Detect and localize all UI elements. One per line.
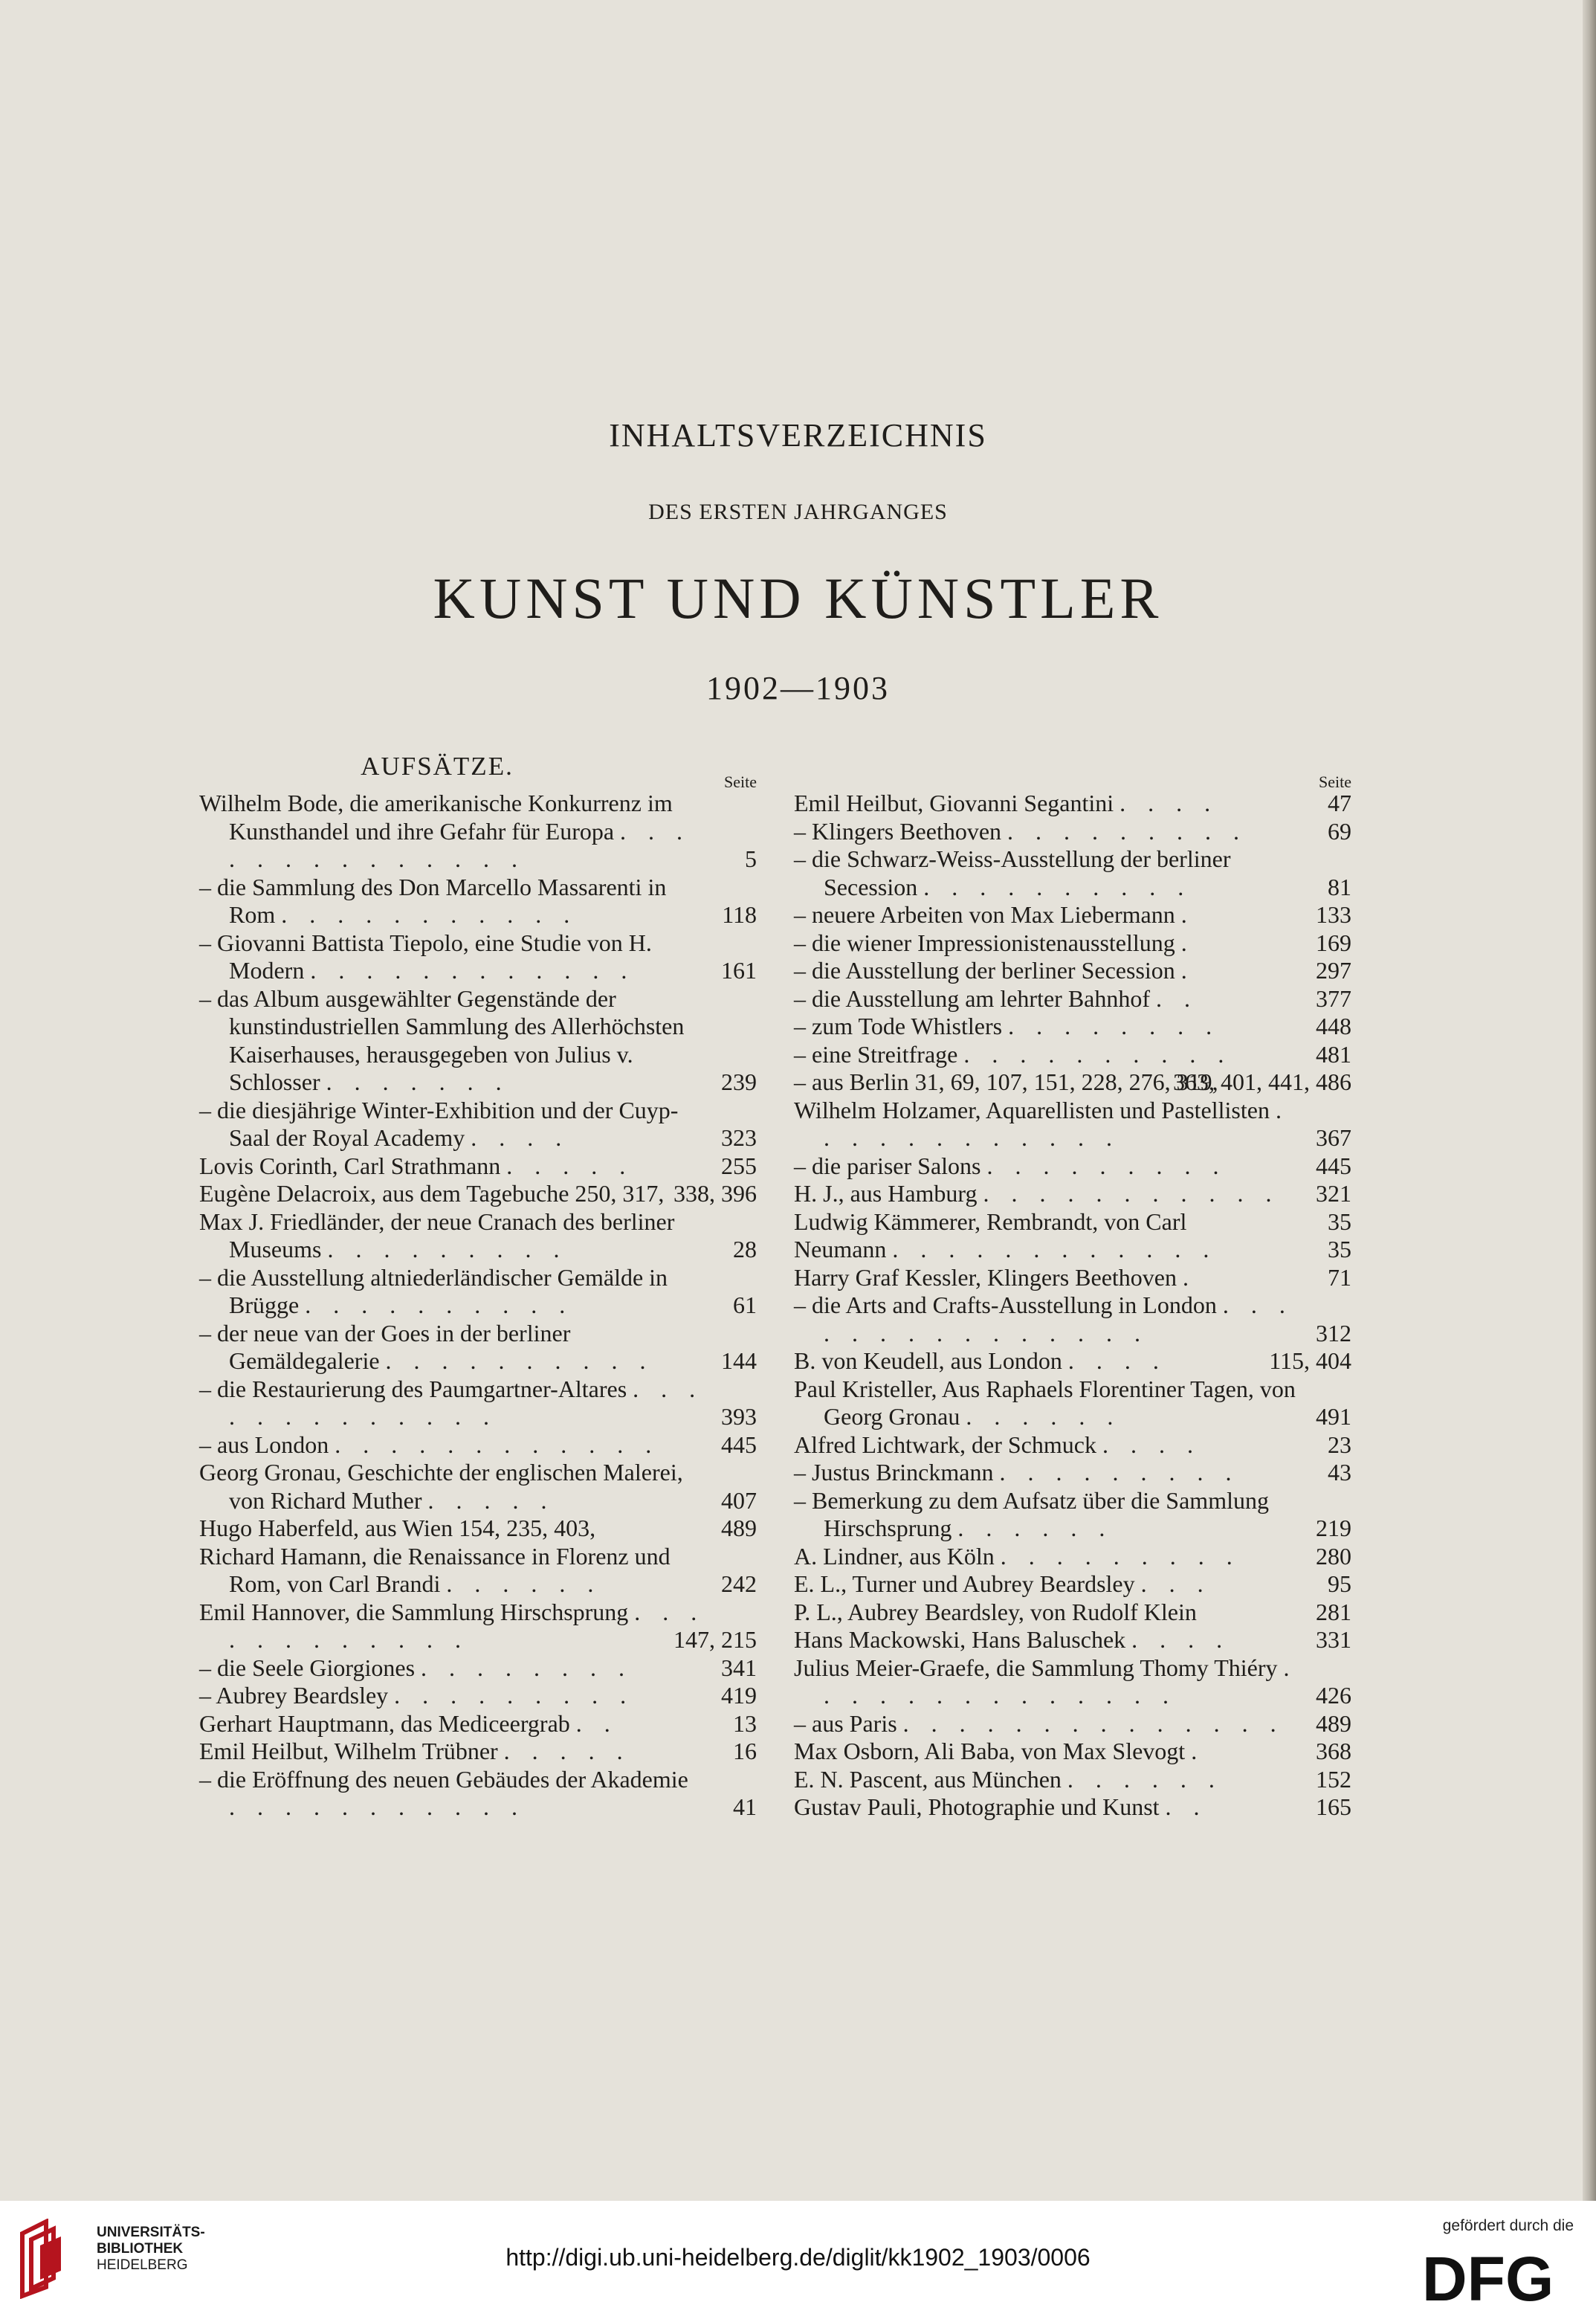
toc-entry (794, 1599, 1351, 1627)
entry-page-number: 169 (1316, 929, 1351, 956)
toc-entry (794, 1766, 1351, 1794)
entry-page-number: 367 (1316, 1124, 1351, 1151)
toc-entry (199, 1431, 757, 1460)
toc-entry (199, 985, 757, 1097)
entry-text: Emil Hannover, die Sammlung Hirschsprung (199, 1598, 629, 1625)
toc-right-column (794, 752, 1351, 1822)
entry-page-number: 341 (721, 1654, 757, 1681)
toc-entry (794, 1376, 1351, 1431)
toc-entry (794, 1738, 1351, 1766)
leader-dots: . . . . . . . . . . . . . . (824, 1654, 1298, 1709)
leader-dots: . . . . . . . . . (986, 1152, 1227, 1179)
entry-text: – die Sammlung des Don Marcello Massarenti in Rom (199, 873, 667, 928)
leader-dots: . . . . . . . . . . . . (824, 1096, 1290, 1151)
toc-entry (794, 1626, 1351, 1654)
toc-entry (199, 1459, 757, 1515)
entry-page-number: 448 (1316, 1013, 1351, 1039)
toc-entry: Ludwig Kämmerer, Rembrandt, von Carl 35 (794, 1207, 1351, 1235)
leader-dots: . . . . . . . . . . (963, 1040, 1232, 1068)
entry-page-number: 426 (1316, 1682, 1351, 1709)
entry-text: A. Lindner, aus Köln (794, 1542, 995, 1570)
toc-entry: – die Eröffnung des neuen Gebäudes der Akademie . . . . . . . . . . . 41 (199, 1765, 757, 1820)
entry-text: – zum Tode Whistlers (794, 1013, 1003, 1039)
section-title: AUFSÄTZE. (361, 752, 514, 781)
toc-entry (199, 1515, 757, 1543)
toc-entry (794, 1041, 1351, 1069)
entry-page-number: 297 (1316, 957, 1351, 984)
leader-dots: . . . . . . . . (1008, 1013, 1221, 1039)
entry-text: Neumann (794, 1236, 887, 1262)
entry-page-number: 133 (1316, 901, 1351, 928)
leader-dots: . . . . . . . . . . . . . . (902, 1709, 1285, 1737)
page-edge (1583, 0, 1596, 2201)
entry-text: H. J., aus Hamburg (794, 1180, 978, 1207)
entry-page-number: 144 (721, 1347, 757, 1374)
entry-page-number: 419 (721, 1682, 757, 1709)
toc-entry (199, 1654, 757, 1683)
dfg-logo-icon (1422, 2247, 1574, 2306)
leader-dots: . . (1156, 984, 1199, 1012)
leader-dots: . (1180, 929, 1195, 956)
journal-title: KUNST UND KÜNSTLER (433, 566, 1163, 631)
entry-page-number: 242 (721, 1570, 757, 1597)
leader-dots: . . . . . . . . . . (305, 1291, 574, 1318)
leader-dots: . . . . (471, 1124, 570, 1151)
entry-page-number: 152 (1316, 1765, 1351, 1793)
toc-entry (199, 929, 757, 985)
toc-entry: – die Schwarz-Weiss-Ausstellung der berliner Secession . . . . . . . . . . 81 (794, 845, 1351, 900)
entry-text: Harry Graf Kessler, Klingers Beethoven (794, 1263, 1177, 1291)
leader-dots: . . . . . (506, 1152, 634, 1179)
entry-text: – aus Paris (794, 1709, 897, 1737)
entry-text: Ludwig Kämmerer, Rembrandt, von Carl (794, 1207, 1187, 1235)
entry-text: P. L., Aubrey Beardsley, von Rudolf Klein (794, 1598, 1197, 1625)
leader-dots: . (1182, 1263, 1197, 1291)
entry-page-number: 489 (721, 1515, 757, 1541)
leader-dots: . . . . . . . . . (327, 1236, 568, 1262)
entry-page-number: 321 (1316, 1180, 1351, 1207)
leader-dots: . . . . (1131, 1626, 1231, 1653)
entry-page-number: 481 (1316, 1040, 1351, 1068)
entry-text: E. N. Pascent, aus München (794, 1765, 1062, 1793)
entry-page-number: 489 (1316, 1709, 1351, 1737)
entry-page-number: 377 (1316, 984, 1351, 1012)
leader-dots: . . . . . . . . . . . (229, 1793, 526, 1820)
entry-page-number: 331 (1316, 1626, 1351, 1653)
leader-dots: . . . . (1102, 1431, 1201, 1458)
entry-text: – die Arts and Crafts-Ausstellung in London (794, 1291, 1217, 1318)
entry-text: Max J. Friedländer, der neue Cranach des berliner Museums (199, 1207, 675, 1262)
toc-entry (794, 1654, 1351, 1710)
entry-text: – die Ausstellung altniederländischer Gemälde in Brügge (199, 1263, 668, 1318)
toc-entry: Alfred Lichtwark, der Schmuck . . . . 23 (794, 1431, 1351, 1458)
toc-entry: Wilhelm Bode, die amerikanische Konkurrenz im Kunsthandel und ihre Gefahr für Europa . . . . . . . . . . . . . . 5 (199, 790, 757, 872)
entry-text: – Giovanni Battista Tiepolo, eine Studie von H. Modern (199, 929, 652, 984)
footer-bar (0, 2201, 1596, 2322)
entry-page-number: 239 (721, 1068, 757, 1095)
leader-dots: . (1180, 901, 1195, 928)
entry-page-number: 165 (1316, 1793, 1351, 1820)
entry-text: – die Eröffnung des neuen Gebäudes der Akademie (199, 1765, 688, 1793)
toc-entry (199, 1320, 757, 1376)
leader-dots: . . (1165, 1793, 1208, 1820)
entry-text: Eugène Delacroix, aus dem Tagebuche 250, 317, (199, 1180, 665, 1207)
document-title: INHALTSVERZEICHNIS (609, 417, 987, 454)
document-subtitle: DES ERSTEN JAHRGANGES (648, 500, 948, 524)
entry-text: – Bemerkung zu dem Aufsatz über die Sammlung Hirschsprung (794, 1486, 1269, 1541)
toc-entry (794, 1068, 1351, 1097)
leader-dots: . (1180, 957, 1195, 984)
leader-dots: . . . . . . (966, 1403, 1122, 1430)
entry-text: Paul Kristeller, Aus Raphaels Florentiner Tagen, von Georg Gronau (794, 1375, 1296, 1430)
toc-entry: E. L., Turner und Aubrey Beardsley . . . 95 (794, 1570, 1351, 1597)
toc-entry (794, 1347, 1351, 1376)
toc-left-column (199, 752, 757, 1822)
entry-text: Lovis Corinth, Carl Strathmann (199, 1152, 501, 1179)
toc-entry (794, 1543, 1351, 1571)
toc-entry (199, 874, 757, 929)
leader-dots: . . . . (1120, 790, 1219, 816)
toc-entry (794, 985, 1351, 1013)
entry-page-number: 368 (1316, 1738, 1351, 1764)
toc-entry (199, 1543, 757, 1599)
entry-text: Max Osborn, Ali Baba, von Max Slevogt (794, 1738, 1186, 1764)
svg-text:DFG: DFG (1422, 2247, 1554, 2306)
leader-dots: . . . . (1067, 1347, 1167, 1374)
entry-text: – eine Streitfrage (794, 1040, 958, 1068)
entry-page-number: 363, 401, 441, 486 (1173, 1068, 1351, 1095)
entry-page-number: 393 (721, 1403, 757, 1430)
toc-entry (199, 1097, 757, 1152)
leader-dots: . . . . . . . . (421, 1654, 633, 1681)
toc-entry: – Klingers Beethoven . . . . . . . . . 69 (794, 817, 1351, 845)
toc-entry: Harry Graf Kessler, Klingers Beethoven . 71 (794, 1263, 1351, 1291)
toc-entry (199, 1599, 757, 1654)
leader-dots: . . . . . . . . . (1000, 1542, 1241, 1570)
entry-text: Hugo Haberfeld, aus Wien 154, 235, 403, (199, 1515, 596, 1541)
entry-text: Emil Heilbut, Giovanni Segantini (794, 790, 1114, 816)
entry-page-number: 323 (721, 1124, 757, 1151)
entry-text: – die Schwarz-Weiss-Ausstellung der berliner Secession (794, 845, 1231, 900)
toc-entry (794, 901, 1351, 929)
entry-page-number: 219 (1316, 1515, 1351, 1541)
toc-entry: Emil Heilbut, Giovanni Segantini . . . . 47 (794, 790, 1351, 816)
entry-page-number: 445 (721, 1431, 757, 1458)
entry-text: Wilhelm Holzamer, Aquarellisten und Pastellisten (794, 1096, 1270, 1123)
funded-by-label: gefördert durch die (1442, 2217, 1574, 2234)
entry-page-number: 147, 215 (673, 1626, 757, 1653)
leader-dots: . . . . . . . . . . . . . . (229, 817, 691, 872)
entry-text: – die Ausstellung am lehrter Bahnhof (794, 984, 1151, 1012)
entry-page-number: 280 (1316, 1542, 1351, 1570)
entry-text: – die Restaurierung des Paumgartner-Altares (199, 1375, 627, 1402)
entry-page-number: 115, 404 (1269, 1347, 1351, 1374)
toc-entry (794, 1793, 1351, 1822)
entry-text: B. von Keudell, aus London (794, 1347, 1062, 1374)
toc-entry (794, 957, 1351, 985)
source-url[interactable]: http://digi.ub.uni-heidelberg.de/diglit/kk1902_1903/0006 (505, 2244, 1091, 2271)
entry-text: – Aubrey Beardsley (199, 1682, 389, 1709)
leader-dots: . . . . . (427, 1486, 555, 1514)
toc-entry (199, 1152, 757, 1181)
entry-text: E. L., Turner und Aubrey Beardsley (794, 1570, 1135, 1597)
leader-dots: . . . . . . . . . . (385, 1347, 654, 1374)
entry-page-number: 161 (721, 957, 757, 984)
entry-page-number: 445 (1316, 1152, 1351, 1179)
column-header (794, 752, 1351, 790)
leader-dots: . . . . . . . . . . . . . . . (824, 1291, 1293, 1347)
page-label: Seite (724, 773, 757, 791)
entry-text: – Justus Brinckmann (794, 1459, 994, 1486)
entry-text: Alfred Lichtwark, der Schmuck (794, 1431, 1096, 1458)
entry-text: – neuere Arbeiten von Max Liebermann (794, 901, 1175, 928)
entry-page-number: 281 (1316, 1598, 1351, 1625)
entry-text: Georg Gronau, Geschichte der englischen Malerei, von Richard Muther (199, 1459, 683, 1514)
column-header (199, 752, 757, 790)
toc-entry (794, 1180, 1351, 1208)
toc-entry (199, 1682, 757, 1710)
leader-dots: . . . . . (503, 1738, 631, 1764)
leader-dots: . . . . . . . . . . . . (229, 1598, 705, 1653)
toc-entry: Gerhart Hauptmann, das Mediceergrab . . 13 (199, 1709, 757, 1737)
entry-text: – die Ausstellung der berliner Secession (794, 957, 1175, 984)
entry-text: – Klingers Beethoven (794, 817, 1002, 845)
page-label: Seite (1319, 773, 1351, 791)
leader-dots: . . . . . . . . . . (923, 873, 1192, 900)
leader-dots: . (1191, 1738, 1206, 1764)
leader-dots: . . . . . . . . . . . . . (229, 1375, 704, 1430)
entry-text: Wilhelm Bode, die amerikanische Konkurrenz im Kunsthandel und ihre Gefahr für Europa (199, 790, 673, 845)
entry-text: – aus Berlin 31, 69, 107, 151, 228, 276, 319, (794, 1068, 1218, 1095)
toc-entry (794, 1013, 1351, 1041)
leader-dots: . . . . . . . . . . . (281, 901, 578, 928)
leader-dots: . . . (1140, 1570, 1212, 1597)
entry-page-number: 491 (1316, 1403, 1351, 1430)
entry-text: – aus London (199, 1431, 329, 1458)
leader-dots: . . . . . . . (326, 1068, 510, 1095)
entry-text: – die Seele Giorgiones (199, 1654, 416, 1681)
toc-entry (794, 1487, 1351, 1543)
entry-text: Emil Heilbut, Wilhelm Trübner (199, 1738, 498, 1764)
entry-text: Gustav Pauli, Photographie und Kunst (794, 1793, 1160, 1820)
leader-dots: . . . . . . . . . . . . (310, 957, 636, 984)
leader-dots: . . . . . . (446, 1570, 602, 1597)
leader-dots: . . . . . . . . . . . . (892, 1236, 1218, 1262)
toc-entry: Neumann . . . . . . . . . . . . 35 (794, 1236, 1351, 1262)
toc-entry (199, 1376, 757, 1431)
leader-dots: . . . . . . . . . (999, 1459, 1240, 1486)
toc-entry: Emil Heilbut, Wilhelm Trübner . . . . . 16 (199, 1738, 757, 1764)
entry-text: – die wiener Impressionistenausstellung (794, 929, 1175, 956)
entry-page-number: 255 (721, 1152, 757, 1179)
entry-text: – die pariser Salons (794, 1152, 981, 1179)
leader-dots: . . . . . . . . . . . (983, 1180, 1280, 1207)
leader-dots: . . (575, 1709, 618, 1737)
entry-page-number: 312 (1316, 1319, 1351, 1347)
entry-text: – die diesjährige Winter-Exhibition und der Cuyp-Saal der Royal Academy (199, 1096, 679, 1151)
entry-page-number: 407 (721, 1486, 757, 1514)
leader-dots: . . . . . . (1067, 1765, 1223, 1793)
entry-page-number: 338, 396 (673, 1180, 757, 1207)
toc-entry: – Justus Brinckmann . . . . . . . . . 43 (794, 1459, 1351, 1486)
toc-entry (794, 929, 1351, 958)
toc-entry: – die Ausstellung altniederländischer Gemälde in Brügge . . . . . . . . . . 61 (199, 1263, 757, 1318)
leader-dots: . . . . . . . . . (1007, 817, 1248, 845)
toc-entry (794, 1152, 1351, 1181)
entry-text: Hans Mackowski, Hans Baluschek (794, 1626, 1126, 1653)
toc-entry (794, 1097, 1351, 1152)
entry-text: Richard Hamann, die Renaissance in Florenz und Rom, von Carl Brandi (199, 1542, 671, 1597)
volume-years: 1902—1903 (706, 670, 890, 706)
leader-dots: . . . . . . . . . (394, 1682, 635, 1709)
leader-dots: . . . . . . . . . . . . (335, 1431, 660, 1458)
entry-text: – das Album ausgewählter Gegenstände der kunstindustriellen Sammlung des Allerhöchsten Kaiserhauses, herausgegeben von Julius v. Schlosser (199, 984, 685, 1095)
entry-text: – der neue van der Goes in der berliner Gemäldegalerie (199, 1319, 571, 1374)
library-name: UNIVERSITÄTS- BIBLIOTHEK HEIDELBERG (97, 2225, 205, 2273)
entry-text: Gerhart Hauptmann, das Mediceergrab (199, 1709, 570, 1737)
toc-entry: Max J. Friedländer, der neue Cranach des berliner Museums . . . . . . . . . 28 (199, 1207, 757, 1262)
entry-page-number: 118 (722, 901, 757, 928)
toc-entry (794, 1291, 1351, 1347)
entry-text: Julius Meier-Graefe, die Sammlung Thomy Thiéry (794, 1654, 1278, 1681)
toc-entry (199, 1180, 757, 1208)
leader-dots: . . . . . . (957, 1515, 1114, 1541)
toc-entry (794, 1710, 1351, 1738)
